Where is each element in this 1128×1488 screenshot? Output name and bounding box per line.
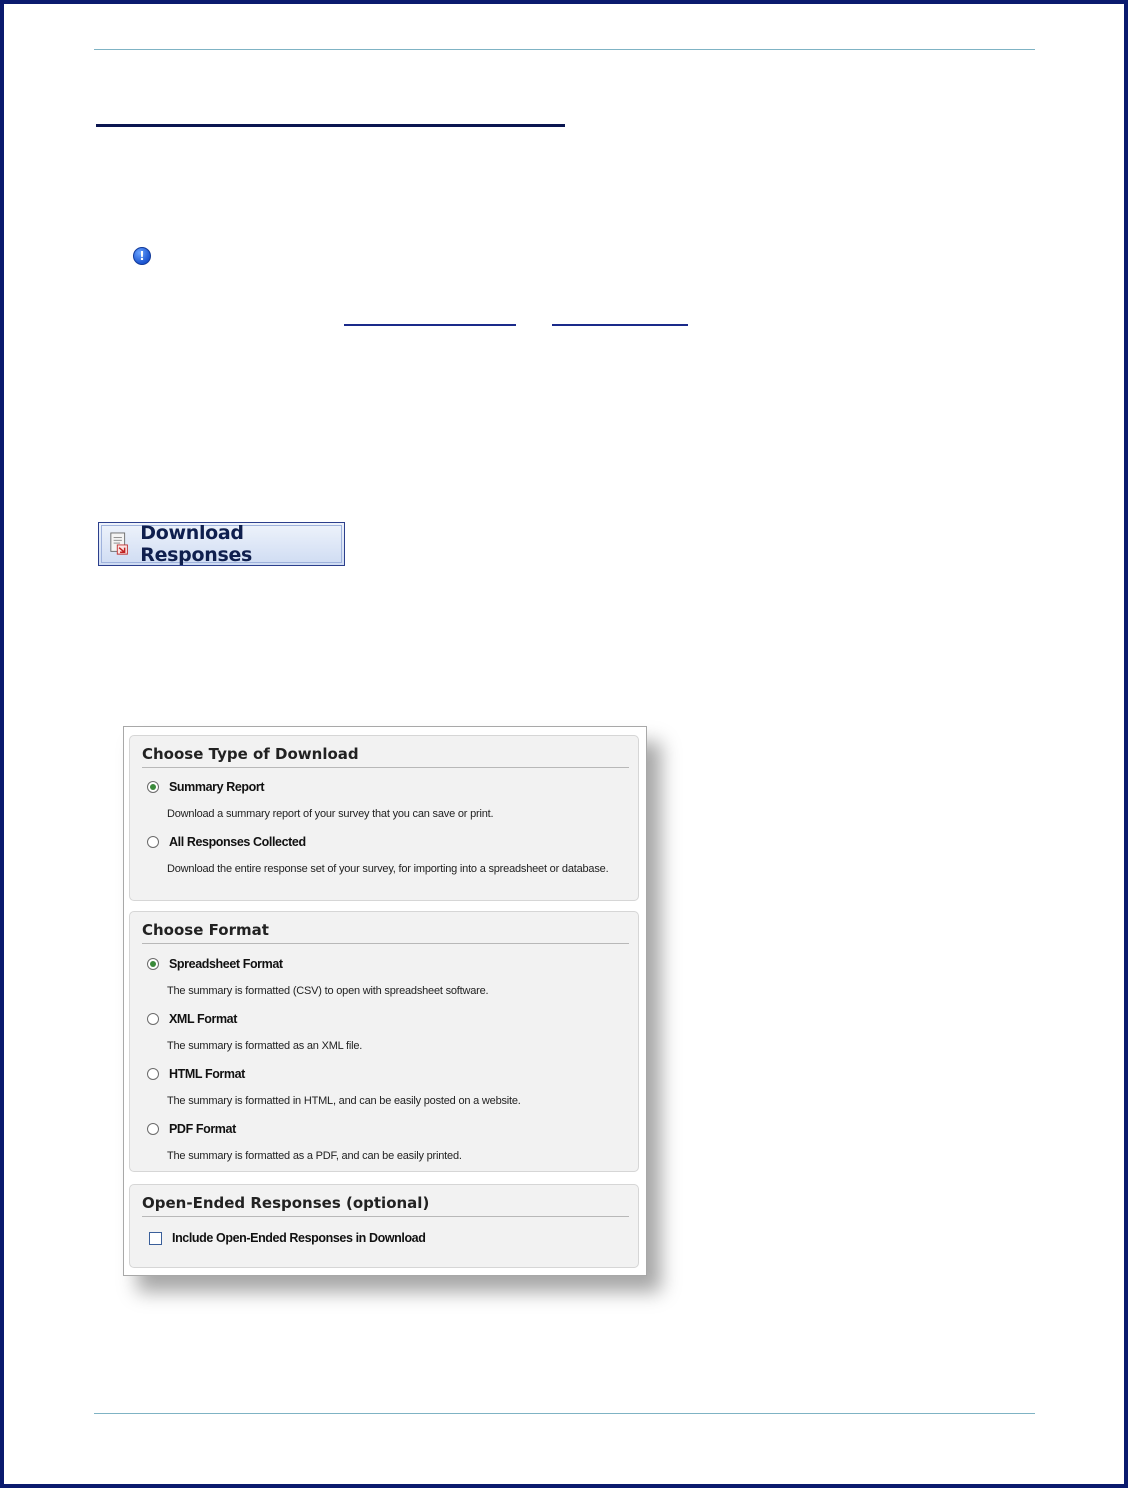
- format-section: [129, 911, 639, 1172]
- option-description: The summary is formatted (CSV) to open with spreadsheet software.: [167, 985, 489, 997]
- section-divider: [142, 943, 629, 944]
- link-underline[interactable]: [552, 324, 688, 326]
- option-xml-format[interactable]: [147, 1012, 237, 1026]
- option-description: The summary is formatted in HTML, and can be easily posted on a website.: [167, 1095, 521, 1107]
- option-description: Download the entire response set of your survey, for importing into a spreadsheet or database.: [167, 863, 609, 875]
- link-underline[interactable]: [344, 324, 516, 326]
- section-title: Open-Ended Responses (optional): [142, 1194, 430, 1212]
- option-summary-report[interactable]: [147, 780, 264, 794]
- option-description: Download a summary report of your survey that you can save or print.: [167, 808, 494, 820]
- download-type-section: [129, 735, 639, 901]
- option-spreadsheet-format[interactable]: [147, 957, 283, 971]
- download-responses-button[interactable]: [98, 522, 345, 566]
- info-icon: !: [133, 247, 151, 265]
- include-open-ended-checkbox[interactable]: [149, 1232, 162, 1245]
- radio-xml-format[interactable]: [147, 1013, 159, 1025]
- radio-spreadsheet-format[interactable]: [147, 958, 159, 970]
- download-document-icon: [109, 531, 129, 557]
- section-divider: [142, 1216, 629, 1217]
- footer-rule: [94, 1413, 1035, 1414]
- section-heading-underline: [96, 124, 565, 127]
- option-description: The summary is formatted as an XML file.: [167, 1040, 363, 1052]
- option-all-responses[interactable]: [147, 835, 306, 849]
- radio-all-responses[interactable]: [147, 836, 159, 848]
- option-label: Summary Report: [169, 780, 265, 794]
- open-ended-section: [129, 1184, 639, 1268]
- option-description: The summary is formatted as a PDF, and can be easily printed.: [167, 1150, 462, 1162]
- option-label: HTML Format: [169, 1067, 245, 1081]
- section-title: Choose Type of Download: [142, 745, 359, 763]
- download-options-dialog: [123, 726, 647, 1276]
- checkbox-label: Include Open-Ended Responses in Download: [172, 1231, 426, 1245]
- section-divider: [142, 767, 629, 768]
- radio-html-format[interactable]: [147, 1068, 159, 1080]
- option-label: XML Format: [169, 1012, 237, 1026]
- option-label: PDF Format: [169, 1122, 236, 1136]
- option-pdf-format[interactable]: [147, 1122, 236, 1136]
- option-include-open-ended[interactable]: [149, 1231, 425, 1245]
- option-label: All Responses Collected: [169, 835, 306, 849]
- header-rule: [94, 49, 1035, 50]
- option-html-format[interactable]: [147, 1067, 245, 1081]
- radio-summary-report[interactable]: [147, 781, 159, 793]
- option-label: Spreadsheet Format: [169, 957, 283, 971]
- download-button-label: Download Responses: [140, 522, 253, 566]
- section-title: Choose Format: [142, 921, 269, 939]
- radio-pdf-format[interactable]: [147, 1123, 159, 1135]
